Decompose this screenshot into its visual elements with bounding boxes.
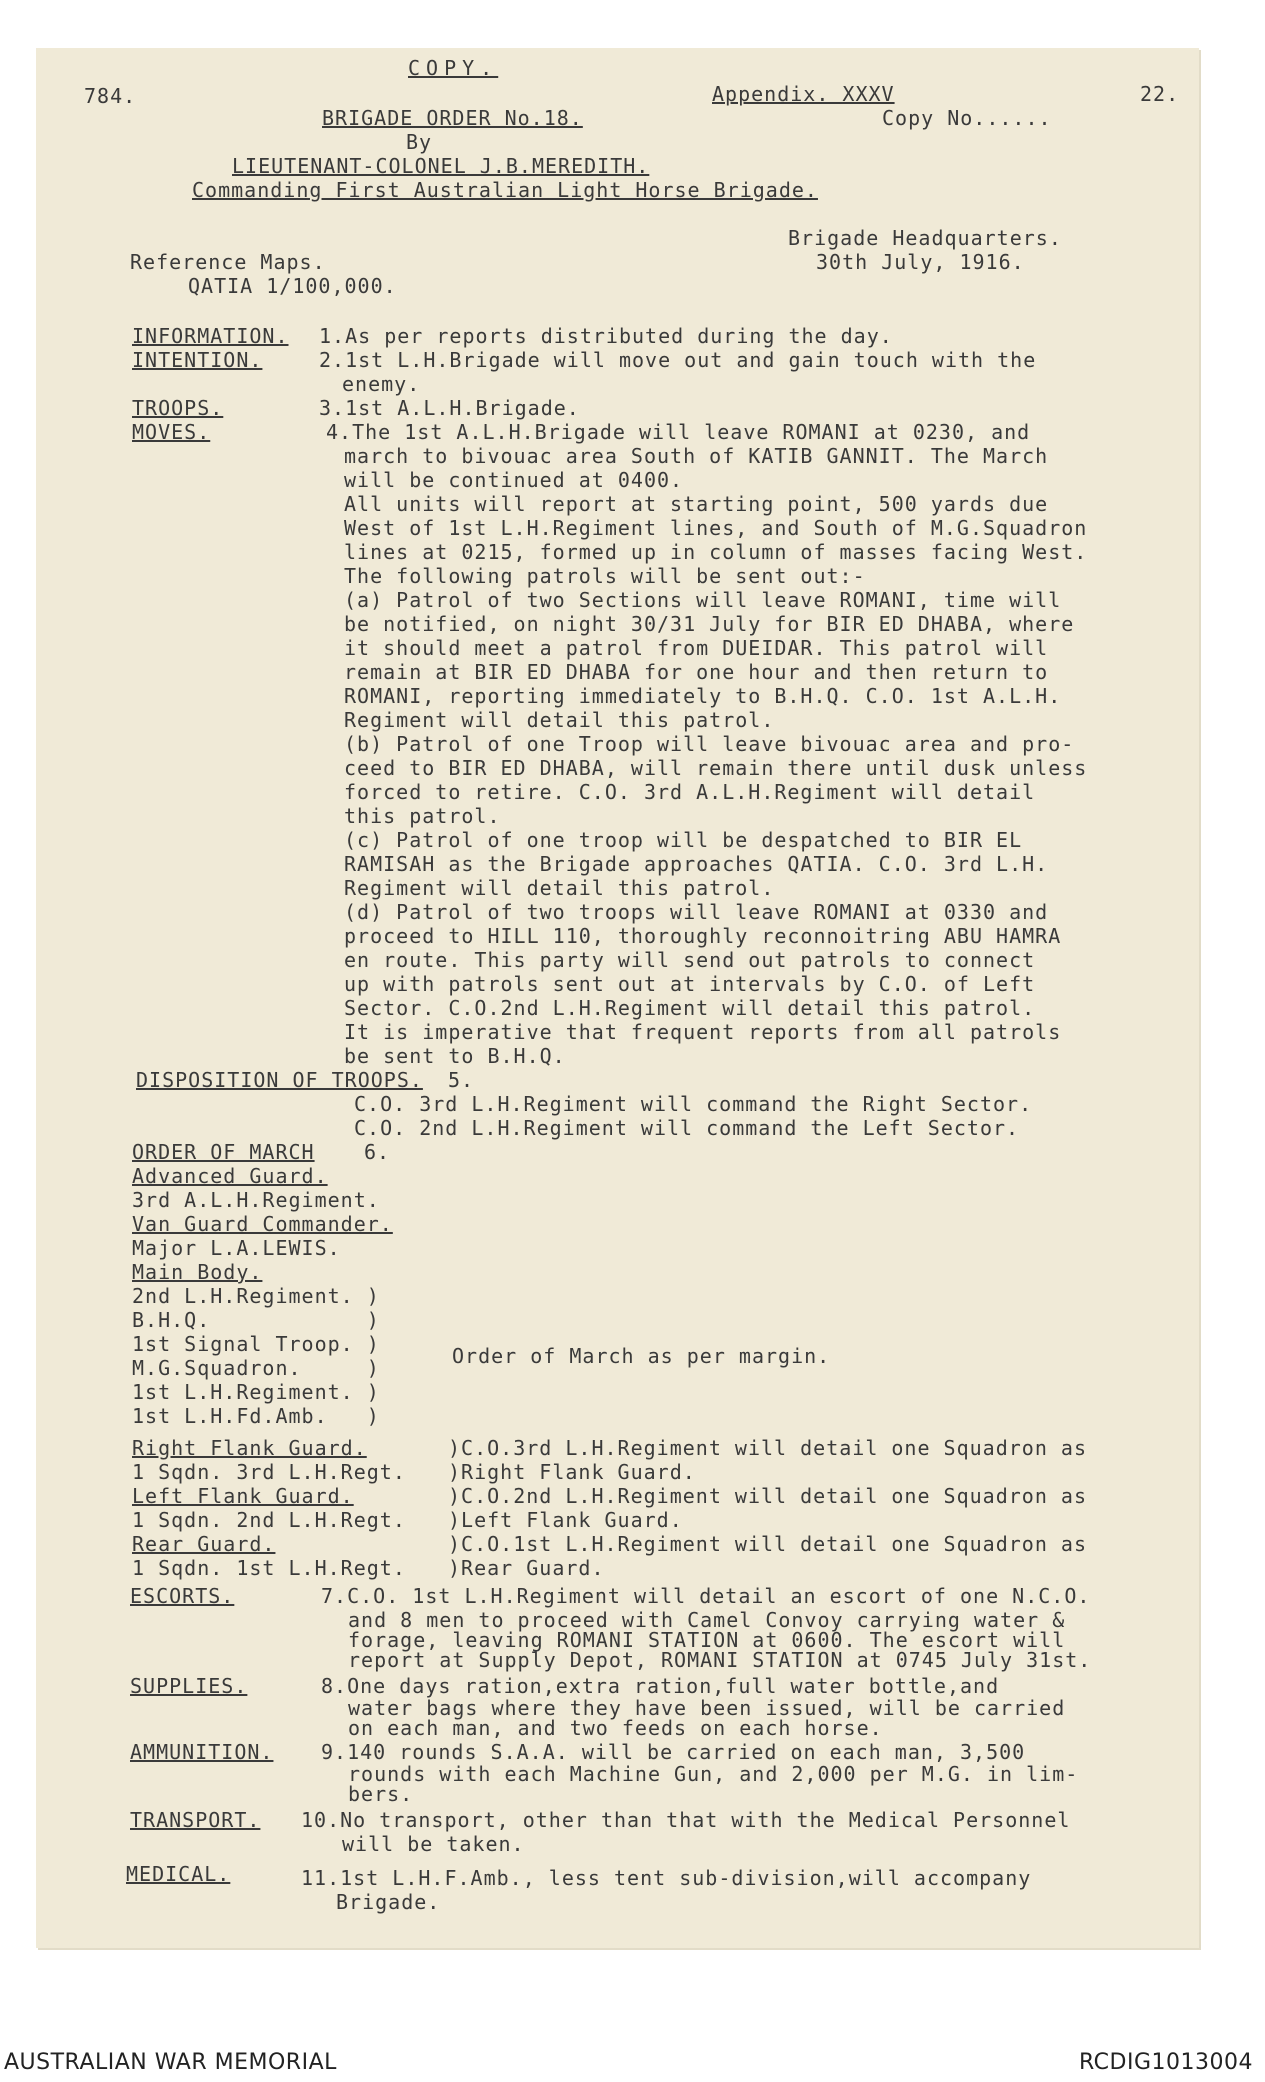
moves-line: up with patrols sent out at intervals by C.O. of Left xyxy=(344,972,1036,996)
moves-line: lines at 0215, formed up in column of masses facing West. xyxy=(344,540,1088,564)
transport-heading: TRANSPORT. xyxy=(130,1808,261,1832)
order-of-march-heading: ORDER OF MARCH xyxy=(132,1140,315,1164)
escorts-line: 7.C.O. 1st L.H.Regiment will detail an escort of one N.C.O. xyxy=(321,1584,1091,1608)
medical-line: 11.1st L.H.F.Amb., less tent sub-division,will accompany xyxy=(301,1866,1032,1890)
right-flank-guard-heading: Right Flank Guard. xyxy=(132,1436,367,1460)
supplies-line: 8.One days ration,extra ration,full water bottle,and xyxy=(321,1674,1000,1698)
copy-number: Copy No...... xyxy=(882,106,1052,130)
map-name: QATIA 1/100,000. xyxy=(188,274,397,298)
right-flank-guard-text: )Right Flank Guard. xyxy=(448,1460,696,1484)
escorts-line: report at Supply Depot, ROMANI STATION at 0745 July 31st. xyxy=(348,1648,1092,1672)
main-body-item: B.H.Q. ) xyxy=(132,1308,380,1332)
main-body-note: Order of March as per margin. xyxy=(452,1344,831,1368)
main-body-heading: Main Body. xyxy=(132,1260,263,1284)
moves-heading: MOVES. xyxy=(132,420,211,444)
copy-heading: COPY. xyxy=(408,56,499,80)
escorts-line: and 8 men to proceed with Camel Convoy carrying water & xyxy=(348,1608,1066,1632)
ammunition-line: 9.140 rounds S.A.A. will be carried on each man, 3,500 xyxy=(321,1740,1026,1764)
moves-line: ceed to BIR ED DHABA, will remain there until dusk unless xyxy=(344,756,1088,780)
advanced-guard-unit: 3rd A.L.H.Regiment. xyxy=(132,1188,380,1212)
moves-line: forced to retire. C.O. 3rd A.L.H.Regiment will detail xyxy=(344,780,1036,804)
disposition-line: C.O. 3rd L.H.Regiment will command the Right Sector. xyxy=(354,1092,1033,1116)
document-sheet xyxy=(36,48,1199,1948)
main-body-item: 1st L.H.Regiment. ) xyxy=(132,1380,380,1404)
moves-line: be notified, on night 30/31 July for BIR ED DHABA, where xyxy=(344,612,1075,636)
appendix-label: Appendix. XXXV xyxy=(712,82,895,106)
moves-line: (b) Patrol of one Troop will leave bivouac area and pro- xyxy=(344,732,1075,756)
moves-line: en route. This party will send out patrols to connect xyxy=(344,948,1036,972)
date-line: 30th July, 1916. xyxy=(816,250,1025,274)
left-flank-guard-unit: 1 Sqdn. 2nd L.H.Regt. xyxy=(132,1508,406,1532)
ammunition-line: rounds with each Machine Gun, and 2,000 per M.G. in lim- xyxy=(348,1762,1079,1786)
footer-archive-name: AUSTRALIAN WAR MEMORIAL xyxy=(4,2050,337,2075)
moves-line: (c) Patrol of one troop will be despatched to BIR EL xyxy=(344,828,1023,852)
moves-line: remain at BIR ED DHABA for one hour and then return to xyxy=(344,660,1049,684)
moves-line: Regiment will detail this patrol. xyxy=(344,876,775,900)
rear-guard-heading: Rear Guard. xyxy=(132,1532,276,1556)
escorts-heading: ESCORTS. xyxy=(130,1584,235,1608)
supplies-line: water bags where they have been issued, will be carried xyxy=(348,1696,1066,1720)
issuer-name: LIEUTENANT-COLONEL J.B.MEREDITH. xyxy=(232,154,650,178)
moves-line: 4.The 1st A.L.H.Brigade will leave ROMANI at 0230, and xyxy=(326,420,1031,444)
information-heading: INFORMATION. xyxy=(132,324,289,348)
moves-line: this patrol. xyxy=(344,804,501,828)
moves-line: it should meet a patrol from DUEIDAR. This patrol will xyxy=(344,636,1049,660)
main-body-item: 1st L.H.Fd.Amb. ) xyxy=(132,1404,380,1428)
disposition-number: 5. xyxy=(448,1068,475,1092)
transport-line: 10.No transport, other than that with the Medical Personnel xyxy=(301,1808,1071,1832)
rear-guard-text: )Rear Guard. xyxy=(448,1556,605,1580)
moves-line: Regiment will detail this patrol. xyxy=(344,708,775,732)
moves-line: (a) Patrol of two Sections will leave ROMANI, time will xyxy=(344,588,1062,612)
rear-guard-unit: 1 Sqdn. 1st L.H.Regt. xyxy=(132,1556,406,1580)
moves-line: ROMANI, reporting immediately to B.H.Q. C.O. 1st A.L.H. xyxy=(344,684,1062,708)
intention-text: 2.1st L.H.Brigade will move out and gain touch with the xyxy=(319,348,1037,372)
moves-line: The following patrols will be sent out:- xyxy=(344,564,866,588)
transport-line: will be taken. xyxy=(342,1832,525,1856)
medical-line: Brigade. xyxy=(336,1890,441,1914)
troops-text: 3.1st A.L.H.Brigade. xyxy=(319,396,580,420)
main-body-item: 1st Signal Troop. ) xyxy=(132,1332,380,1356)
page-reference: 784. xyxy=(84,84,137,108)
advanced-guard-heading: Advanced Guard. xyxy=(132,1164,328,1188)
right-flank-guard-text: )C.O.3rd L.H.Regiment will detail one Squadron as xyxy=(448,1436,1088,1460)
main-body-item: 2nd L.H.Regiment. ) xyxy=(132,1284,380,1308)
intention-heading: INTENTION. xyxy=(132,348,263,372)
order-title: BRIGADE ORDER No.18. xyxy=(322,106,583,130)
moves-line: West of 1st L.H.Regiment lines, and South of M.G.Squadron xyxy=(344,516,1088,540)
van-guard-heading: Van Guard Commander. xyxy=(132,1212,393,1236)
by-line: By xyxy=(406,130,433,154)
page-number: 22. xyxy=(1140,82,1180,106)
main-body-item: M.G.Squadron. ) xyxy=(132,1356,380,1380)
supplies-heading: SUPPLIES. xyxy=(130,1674,248,1698)
left-flank-guard-heading: Left Flank Guard. xyxy=(132,1484,354,1508)
moves-line: RAMISAH as the Brigade approaches QATIA. C.O. 3rd L.H. xyxy=(344,852,1049,876)
escorts-line: forage, leaving ROMANI STATION at 0600. The escort will xyxy=(348,1628,1066,1652)
medical-heading: MEDICAL. xyxy=(126,1862,231,1886)
moves-line: march to bivouac area South of KATIB GANNIT. The March xyxy=(344,444,1049,468)
information-text: 1.As per reports distributed during the day. xyxy=(319,324,893,348)
troops-heading: TROOPS. xyxy=(132,396,224,420)
left-flank-guard-text: )C.O.2nd L.H.Regiment will detail one Squadron as xyxy=(448,1484,1088,1508)
rear-guard-text: )C.O.1st L.H.Regiment will detail one Squadron as xyxy=(448,1532,1088,1556)
moves-line: (d) Patrol of two troops will leave ROMANI at 0330 and xyxy=(344,900,1049,924)
moves-line: Sector. C.O.2nd L.H.Regiment will detail this patrol. xyxy=(344,996,1036,1020)
order-of-march-number: 6. xyxy=(364,1140,391,1164)
right-flank-guard-unit: 1 Sqdn. 3rd L.H.Regt. xyxy=(132,1460,406,1484)
left-flank-guard-text: )Left Flank Guard. xyxy=(448,1508,683,1532)
footer-record-id: RCDIG1013004 xyxy=(1078,2050,1253,2075)
moves-line: be sent to B.H.Q. xyxy=(344,1044,566,1068)
disposition-line: C.O. 2nd L.H.Regiment will command the Left Sector. xyxy=(354,1116,1020,1140)
van-guard-commander: Major L.A.LEWIS. xyxy=(132,1236,341,1260)
hq-line: Brigade Headquarters. xyxy=(788,226,1062,250)
moves-line: It is imperative that frequent reports from all patrols xyxy=(344,1020,1062,1044)
command-line: Commanding First Australian Light Horse Brigade. xyxy=(192,178,818,202)
supplies-line: on each man, and two feeds on each horse. xyxy=(348,1716,883,1740)
disposition-heading: DISPOSITION OF TROOPS. xyxy=(136,1068,423,1092)
intention-text-cont: enemy. xyxy=(342,372,421,396)
moves-line: proceed to HILL 110, thoroughly reconnoitring ABU HAMRA xyxy=(344,924,1062,948)
moves-line: will be continued at 0400. xyxy=(344,468,684,492)
reference-maps-label: Reference Maps. xyxy=(130,250,326,274)
ammunition-heading: AMMUNITION. xyxy=(130,1740,274,1764)
ammunition-line: bers. xyxy=(348,1782,414,1806)
moves-line: All units will report at starting point, 500 yards due xyxy=(344,492,1049,516)
